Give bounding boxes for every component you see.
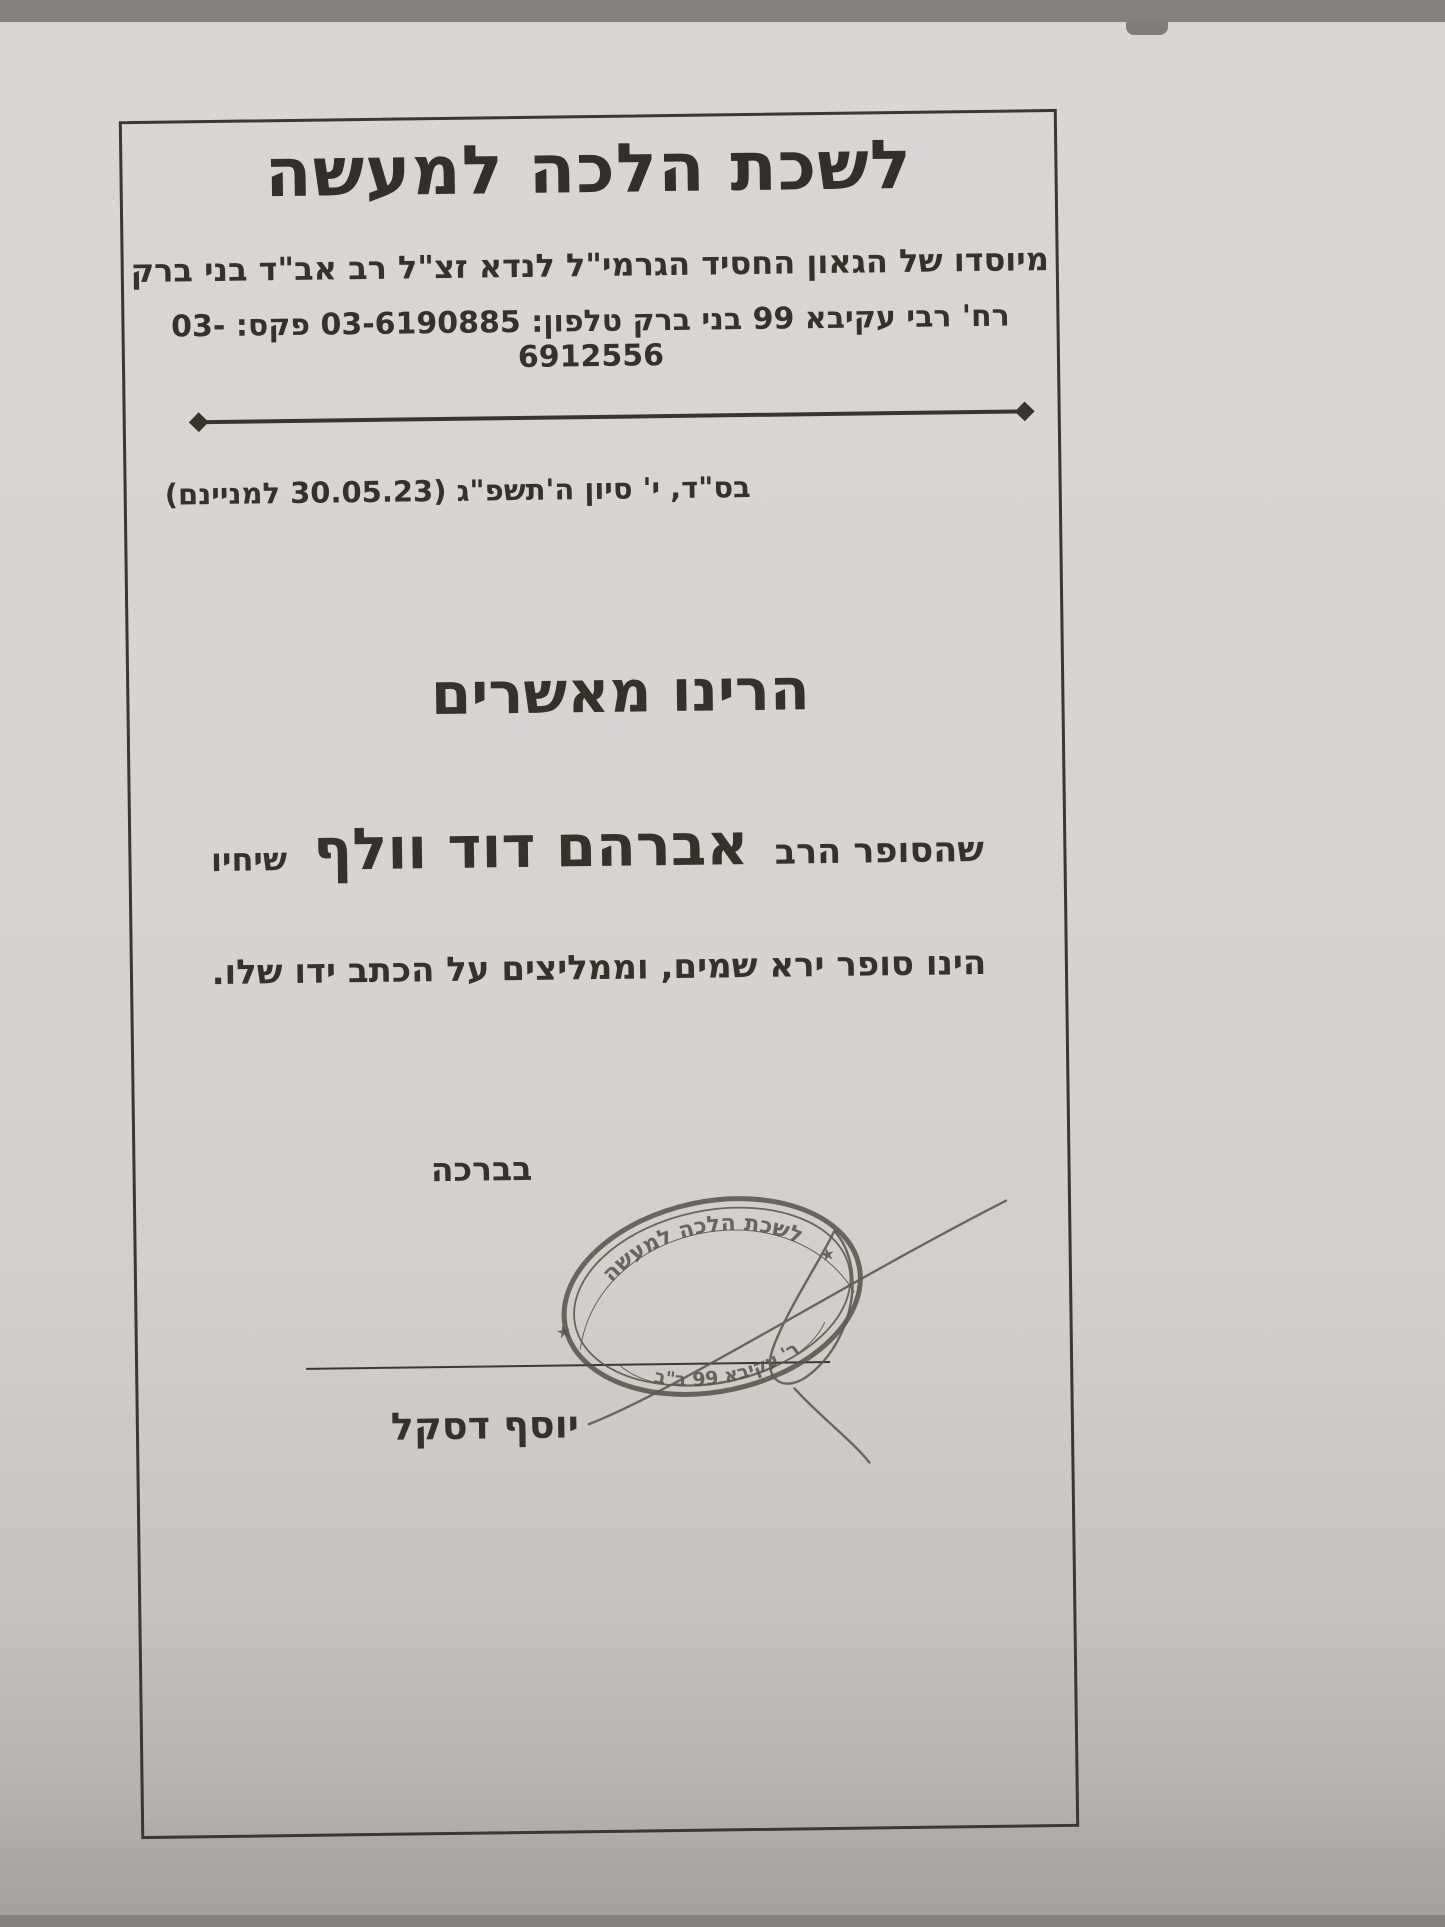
star-icon: ★ — [818, 1243, 838, 1267]
star-icon: ★ — [554, 1321, 574, 1344]
closing-word: בברכה — [430, 1148, 533, 1190]
stamp-arc-bottom-text: ר' עקיבא 99 ב"ב — [652, 1337, 804, 1392]
hebrew-date-line: בס"ד, י' סיון ה'תשפ"ג (30.05.23 למניינם) — [164, 469, 751, 512]
stamp-arc-top-text: לשכת הלכה למעשה — [597, 1210, 807, 1287]
paper-sheet — [0, 22, 1445, 1915]
certificate-frame — [119, 109, 1079, 1839]
organization-title: לשכת הלכה למעשה — [264, 125, 913, 214]
address-phone-line: רח' רבי עקיבא 99 בני ברק טלפון: 03-6190885 פקס: 03-6912556 — [170, 298, 1010, 376]
rubber-stamp — [514, 1171, 1018, 1508]
scribe-name: אברהם דוד וולף — [312, 810, 749, 884]
letterhead-divider-rule — [198, 409, 1026, 424]
founder-line: מיוסדו של הגאון החסיד הגרמי"ל לנדא זצ"ל רב אב"ד בני ברק — [130, 240, 1050, 291]
certification-heading: הרינו מאשרים — [430, 655, 811, 729]
photo-edge-artifact — [1126, 22, 1168, 35]
scribe-name-prefix: שהסופר הרב — [774, 829, 985, 873]
scribe-name-line — [131, 806, 1064, 886]
certification-statement: הינו סופר ירא שמים, וממליצים על הכתב ידו שלו. — [211, 942, 987, 994]
scribe-name-suffix: שיחיו — [210, 840, 288, 880]
stamp-texts — [538, 1189, 857, 1420]
stamp-and-signature — [514, 1171, 1018, 1508]
signer-name: יוסף דסקל — [390, 1402, 580, 1449]
